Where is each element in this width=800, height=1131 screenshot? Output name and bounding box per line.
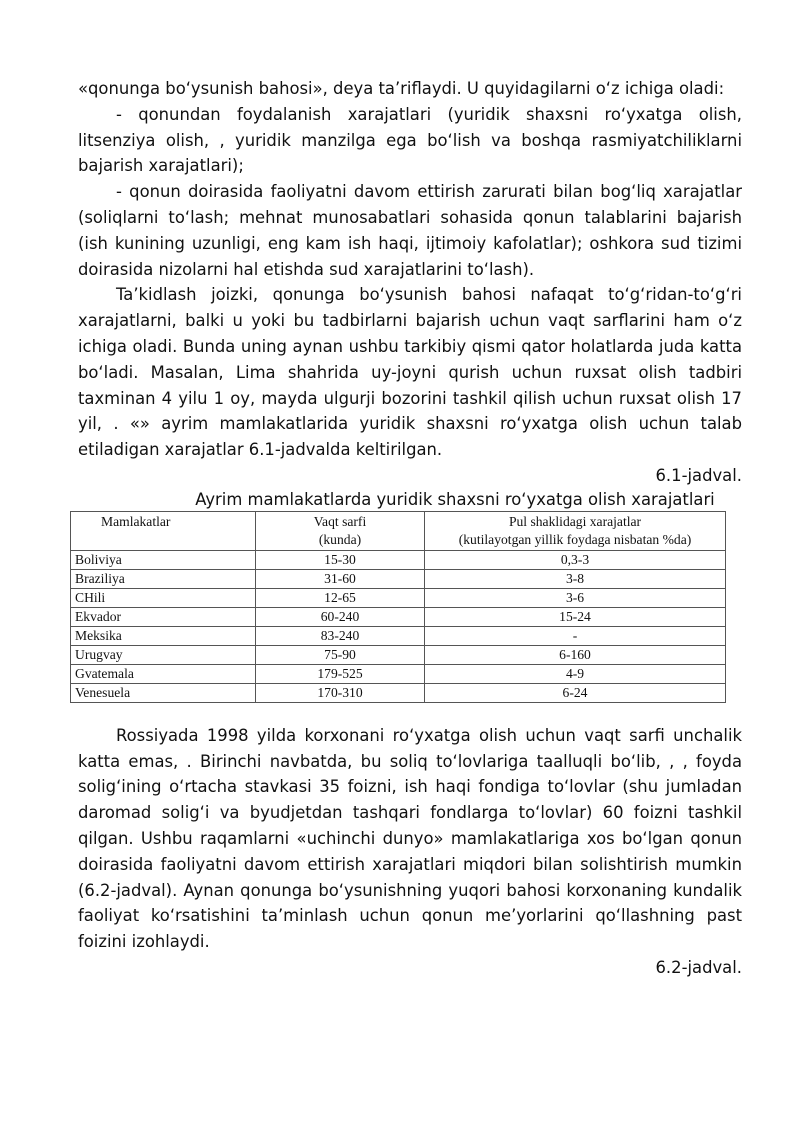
cell-country: Venesuela	[71, 683, 256, 702]
table-header-row	[71, 511, 726, 550]
table-caption: Ayrim mamlakatlarda yuridik shaxsni ro‘yxatga olish xarajatlari	[195, 489, 715, 509]
header-time-label: Vaqt sarfi	[313, 513, 367, 529]
cell-money: 3-8	[425, 569, 726, 588]
cell-money: -	[425, 626, 726, 645]
cell-time: 75-90	[256, 645, 425, 664]
cell-time: 179-525	[256, 664, 425, 683]
header-money-unit: (kutilayotgan yillik foydaga nisbatan %da)	[458, 531, 692, 547]
header-time	[256, 511, 425, 550]
cell-money: 0,3-3	[425, 550, 726, 569]
table-row	[71, 588, 726, 607]
table-row	[71, 569, 726, 588]
cell-money: 4-9	[425, 664, 726, 683]
paragraph-time-costs: Ta’kidlash joizki, qonunga bo‘ysunish bahosi nafaqat to‘g‘ridan-to‘g‘ri xarajatlarni, balki u yoki bu tadbirlarni bajarish uchun vaqt sarflarini ham o‘z ichiga oladi. Bunda uning aynan ushbu tarkibiy qismi qator holatlarda juda katta bo‘ladi. Masalan, Lima shahrida uy-joyni qurish uchun ruxsat olish tadbiri taxminan 4 yilu 1 oy, mayda ulgurji bozorini tashkil qilish uchun ruxsat olish 17 yil, . «» ayrim mamlakatlarida yuridik shaxsni ro‘yxatga olish uchun talab etiladigan xarajatlar 6.1-jadvalda keltirilgan.	[78, 285, 742, 460]
cell-country: Gvatemala	[71, 664, 256, 683]
cell-time: 170-310	[256, 683, 425, 702]
paragraph-intro: «qonunga bo‘ysunish bahosi», deya ta’riflaydi. U quyidagilarni o‘z ichiga oladi:	[78, 79, 725, 98]
table-label-6-2: 6.2-jadval.	[655, 957, 742, 977]
header-money	[425, 511, 726, 550]
table-row	[71, 683, 726, 702]
table-row	[71, 550, 726, 569]
cell-country: Braziliya	[71, 569, 256, 588]
table-label-6-1: 6.1-jadval.	[655, 465, 742, 485]
table-row	[71, 626, 726, 645]
registration-costs-table	[70, 511, 726, 703]
table-row	[71, 607, 726, 626]
cell-money: 15-24	[425, 607, 726, 626]
cell-time: 83-240	[256, 626, 425, 645]
spacer	[78, 703, 742, 723]
cell-country: Urugvay	[71, 645, 256, 664]
cell-time: 31-60	[256, 569, 425, 588]
cell-country: Boliviya	[71, 550, 256, 569]
cell-country: Meksika	[71, 626, 256, 645]
cell-country: Ekvador	[71, 607, 256, 626]
header-country	[71, 511, 256, 550]
paragraph-legal-use-costs: - qonundan foydalanish xarajatlari (yuridik shaxsni ro‘yxatga olish, litsenziya olish, , yuridik manzilga ega bo‘lish va boshqa rasmiyatchiliklarni bajarish xarajatlari);	[78, 104, 742, 176]
cell-time: 60-240	[256, 607, 425, 626]
paragraph-legal-continuation-costs: - qonun doirasida faoliyatni davom ettirish zarurati bilan bog‘liq xarajatlar (soliqlarni to‘lash; mehnat munosabatlari sohasida qonun talablarini bajarish (ish kunining uzunligi, eng kam ish haqi, ijtimoiy kafolatlar); oshkora sud tizimi doirasida nizolarni hal etishda sud xarajatlarini to‘lash).	[78, 182, 742, 279]
header-time-unit: (kunda)	[318, 531, 362, 547]
table-row	[71, 645, 726, 664]
cell-time: 15-30	[256, 550, 425, 569]
cell-money: 6-24	[425, 683, 726, 702]
paragraph-russia: Rossiyada 1998 yilda korxonani ro‘yxatga olish uchun vaqt sarfi unchalik katta emas, . Birinchi navbatda, bu soliq to‘lovlariga taalluqli bo‘lib, , , foyda solig‘ining o‘rtacha stavkasi 35 foizni, ish haqi fondiga to‘lovlar (shu jumladan daromad solig‘i va byudjetdan tashqari fondlarga to‘lovlar) 60 foizni tashkil qilgan. Ushbu raqamlarni «uchinchi dunyo» mamlakatlariga xos bo‘lgan qonun doirasida faoliyatni davom ettirish xarajatlari miqdori bilan solishtirish mumkin (6.2-jadval). Aynan qonunga bo‘ysunishning yuqori bahosi korxonaning kundalik faoliyat ko‘rsatishini ta’minlash uchun qonun me’yorlarini qo‘llashning past foizini izohlaydi.	[78, 725, 742, 952]
cell-country: CHili	[71, 588, 256, 607]
header-money-label: Pul shaklidagi xarajatlar	[508, 513, 642, 529]
cell-money: 3-6	[425, 588, 726, 607]
document-page	[75, 76, 742, 981]
cell-time: 12-65	[256, 588, 425, 607]
cell-money: 6-160	[425, 645, 726, 664]
header-country-label: Mamlakatlar	[101, 513, 171, 529]
table-row	[71, 664, 726, 683]
